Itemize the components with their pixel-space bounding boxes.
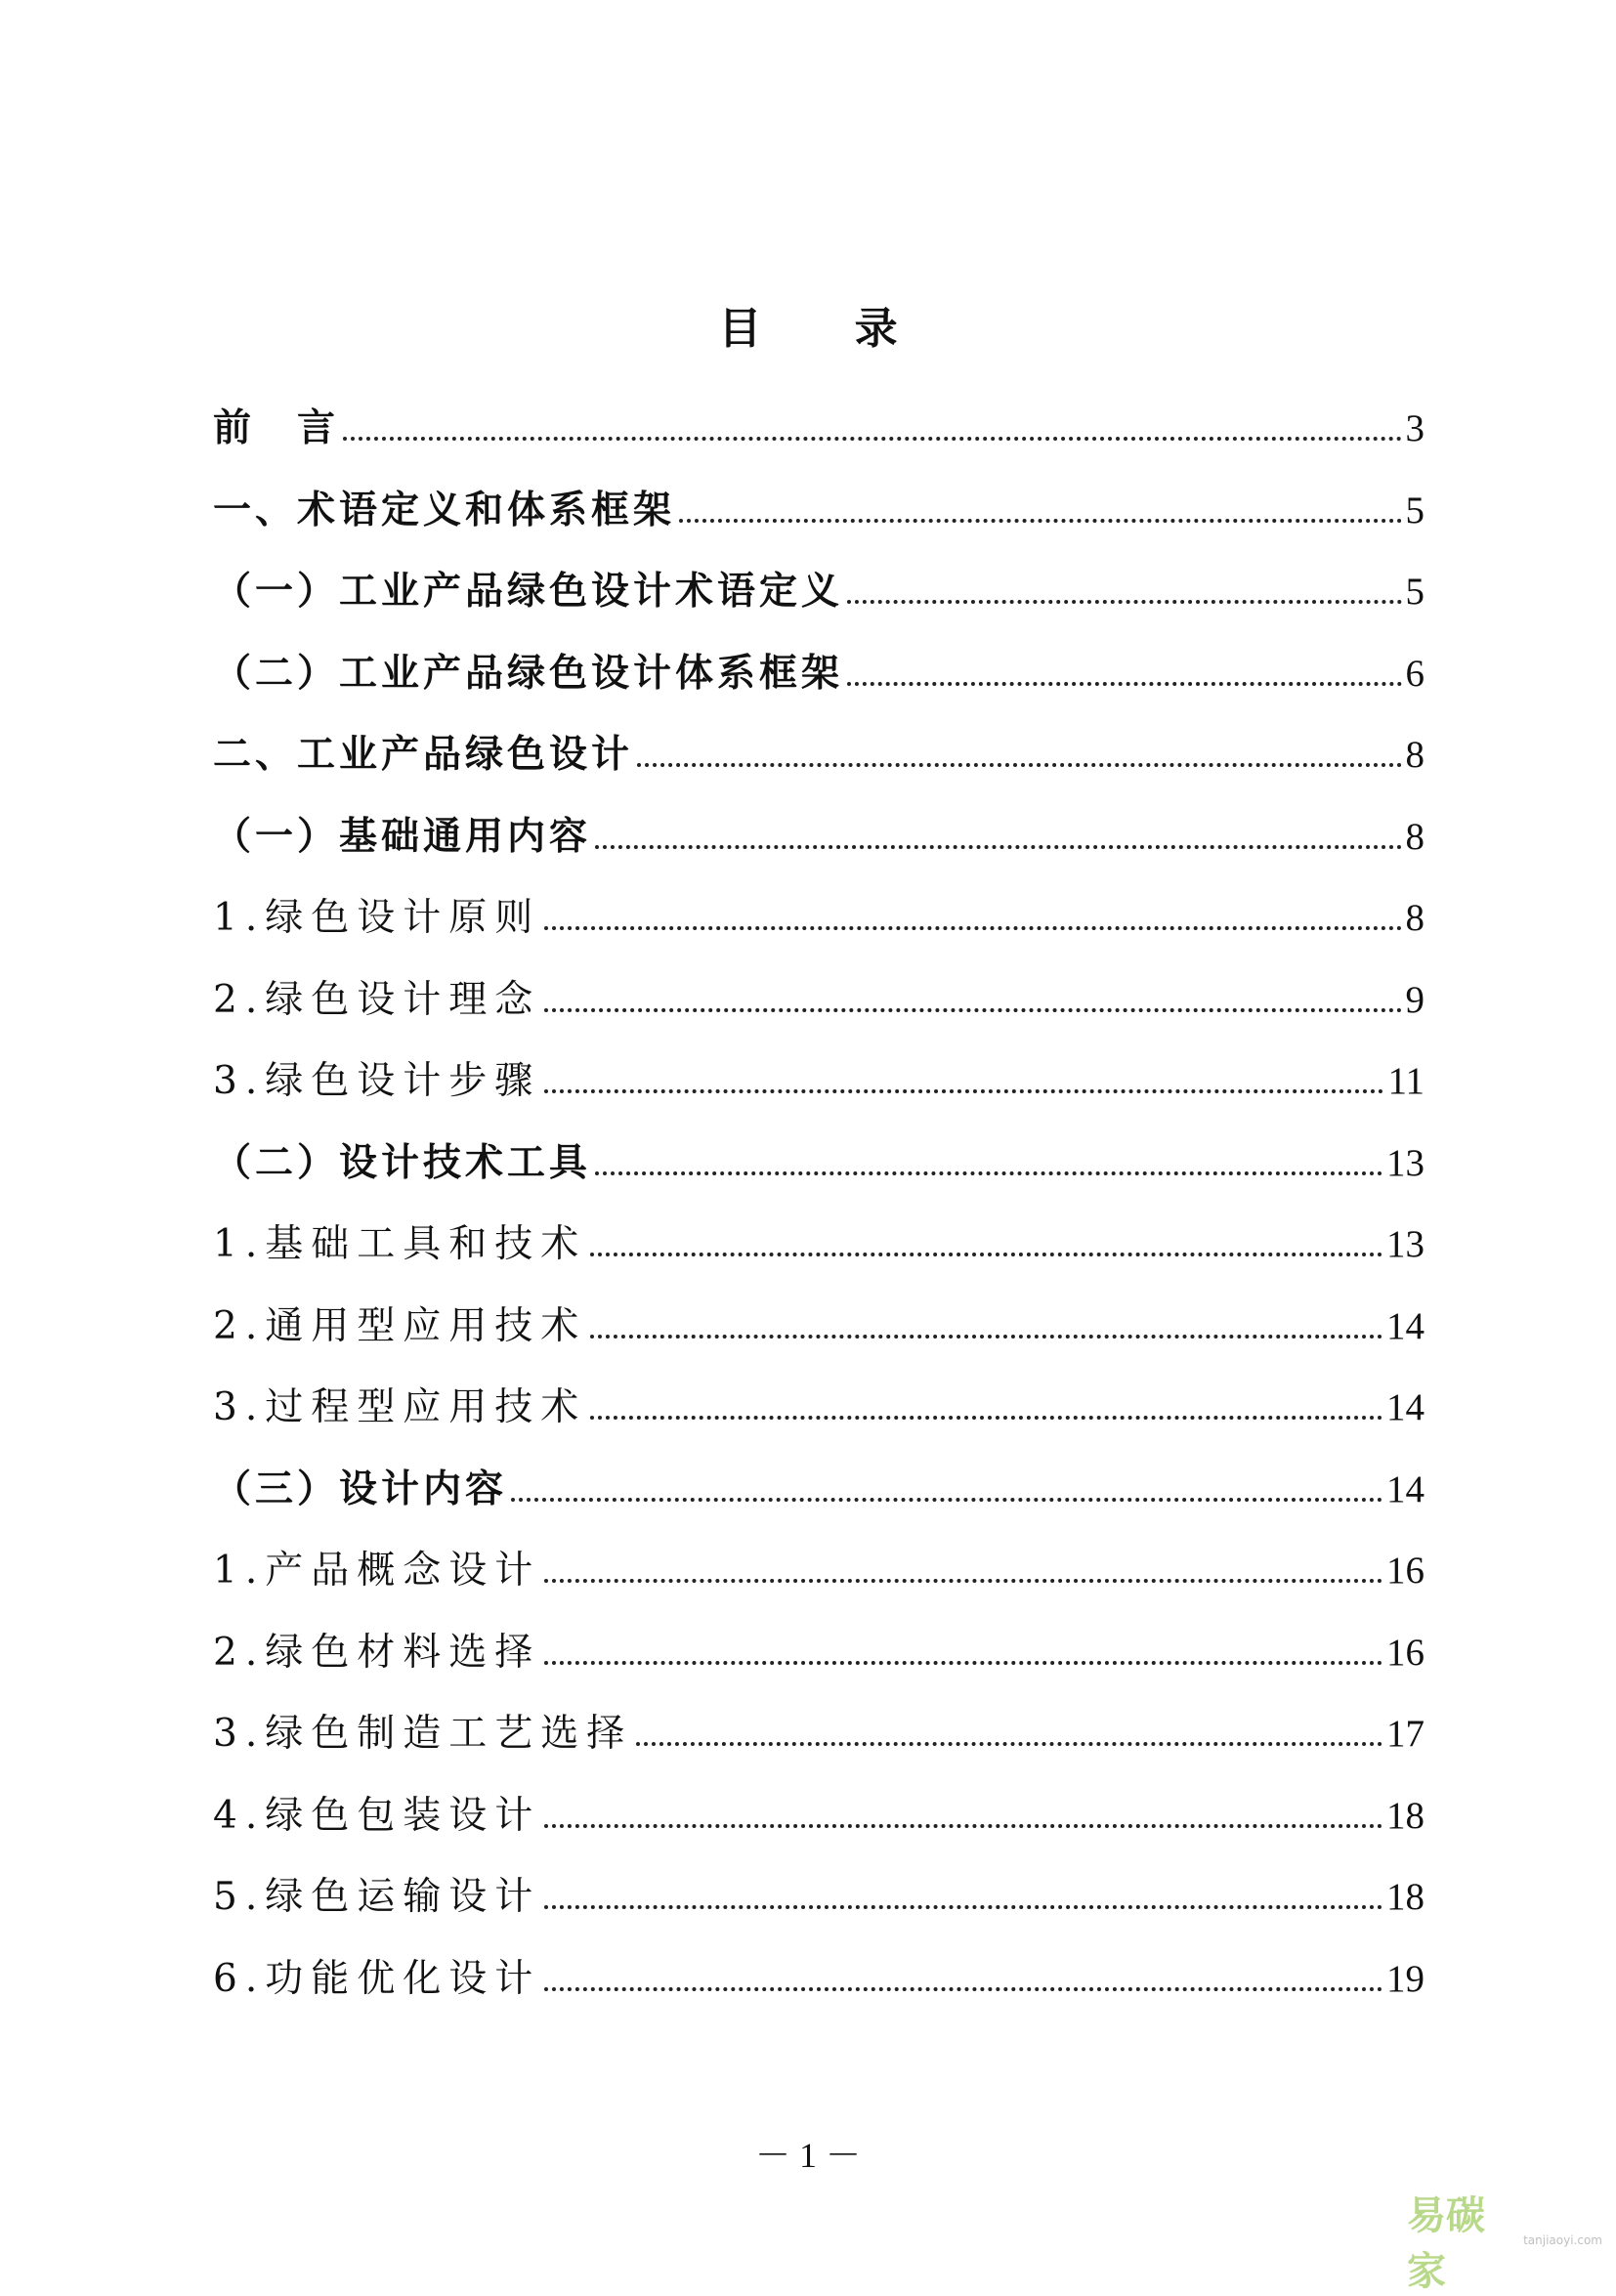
toc-entry[interactable] [213, 714, 1425, 796]
toc-entry-page: 17 [1386, 1713, 1425, 1755]
toc-entry-page: 14 [1386, 1467, 1425, 1510]
toc-entry-label: （三）设计内容 [213, 1466, 508, 1511]
dot-leader [590, 1253, 1382, 1256]
dot-leader [544, 1661, 1382, 1665]
toc-entry-label: 3.绿色设计步骤 [213, 1059, 541, 1103]
watermark-logo [1407, 2193, 1602, 2294]
toc-entry[interactable] [213, 633, 1425, 715]
watermark-subtext: tanjiaoyi.com [1523, 2233, 1602, 2247]
toc-entry[interactable] [213, 1204, 1425, 1286]
toc-entry[interactable] [213, 1449, 1425, 1531]
toc-entry-label: 2.绿色设计理念 [213, 977, 541, 1022]
toc-entry[interactable] [213, 1612, 1425, 1694]
toc-entry-page: 16 [1386, 1550, 1425, 1592]
toc-entry[interactable] [213, 551, 1425, 633]
toc-entry-page: 18 [1386, 1794, 1425, 1837]
dot-leader [544, 926, 1401, 930]
toc-entry-page: 13 [1386, 1223, 1425, 1265]
toc-entry-label: 4.绿色包装设计 [213, 1793, 541, 1838]
toc-entry-page: 14 [1386, 1386, 1425, 1428]
dot-leader [544, 1987, 1382, 1991]
toc-entry-page: 8 [1405, 734, 1425, 776]
toc-entry-page: 8 [1405, 815, 1425, 858]
toc-entry-page: 13 [1386, 1141, 1425, 1184]
dot-leader [544, 1905, 1382, 1909]
toc-entry-label: 二、工业产品绿色设计 [213, 732, 634, 777]
toc-entry-label: 2.通用型应用技术 [213, 1303, 587, 1348]
dot-leader [637, 763, 1401, 767]
toc-entry-label: （一）工业产品绿色设计术语定义 [213, 569, 844, 614]
toc-entry[interactable] [213, 1286, 1425, 1368]
toc-entry-page: 16 [1386, 1631, 1425, 1674]
toc-entry-page: 19 [1386, 1957, 1425, 2000]
toc-entry[interactable] [213, 1775, 1425, 1857]
dot-leader [636, 1742, 1382, 1746]
toc-entry-label: 6.功能优化设计 [213, 1956, 541, 2001]
toc-entry[interactable] [213, 796, 1425, 878]
page-title: 目 录 [718, 304, 937, 354]
dot-leader [544, 1089, 1383, 1093]
toc-entry-label: 1.绿色设计原则 [213, 896, 541, 940]
toc-entry[interactable] [213, 1367, 1425, 1449]
toc-entry-label: （二）设计技术工具 [213, 1139, 592, 1185]
dot-leader [511, 1498, 1382, 1502]
toc-entry-page: 9 [1405, 978, 1425, 1021]
toc-entry-label: 3.过程型应用技术 [213, 1385, 587, 1429]
dot-leader [544, 1008, 1401, 1012]
toc-entry[interactable] [213, 388, 1425, 470]
toc-entry-page: 5 [1405, 489, 1425, 531]
toc-entry-page: 6 [1405, 652, 1425, 695]
dot-leader [847, 682, 1401, 686]
toc-entry[interactable] [213, 1693, 1425, 1775]
toc-entry-label: 前 言 [213, 405, 340, 450]
toc-entry-page: 8 [1405, 897, 1425, 939]
table-of-contents [213, 388, 1425, 2020]
dot-leader [343, 437, 1401, 441]
toc-entry-label: 一、术语定义和体系框架 [213, 487, 676, 532]
toc-entry-label: 3.绿色制造工艺选择 [213, 1712, 633, 1756]
toc-entry-label: （一）基础通用内容 [213, 813, 592, 859]
watermark-text: 易碳家 [1407, 2193, 1485, 2294]
toc-entry-label: （二）工业产品绿色设计体系框架 [213, 650, 844, 696]
toc-entry[interactable] [213, 1123, 1425, 1205]
dot-leader [847, 600, 1401, 604]
toc-entry-page: 5 [1405, 571, 1425, 613]
toc-entry-label: 5.绿色运输设计 [213, 1875, 541, 1919]
toc-entry-page: 11 [1387, 1060, 1425, 1102]
toc-entry[interactable] [213, 1041, 1425, 1123]
toc-entry[interactable] [213, 1856, 1425, 1938]
dot-leader [590, 1335, 1382, 1339]
page-number-footer: － 1 － [754, 2136, 861, 2175]
toc-entry[interactable] [213, 959, 1425, 1042]
toc-entry-page: 3 [1405, 407, 1425, 449]
toc-entry[interactable] [213, 1938, 1425, 2020]
dot-leader [590, 1416, 1382, 1420]
toc-entry[interactable] [213, 1530, 1425, 1612]
dot-leader [679, 519, 1401, 523]
toc-entry[interactable] [213, 470, 1425, 552]
toc-entry-page: 18 [1386, 1876, 1425, 1918]
dot-leader [595, 1171, 1382, 1175]
toc-entry-label: 1.产品概念设计 [213, 1549, 541, 1593]
dot-leader [595, 845, 1401, 849]
toc-entry-page: 14 [1386, 1304, 1425, 1347]
toc-entry-label: 1.基础工具和技术 [213, 1222, 587, 1266]
dot-leader [544, 1579, 1382, 1583]
toc-entry[interactable] [213, 877, 1425, 959]
toc-entry-label: 2.绿色材料选择 [213, 1630, 541, 1675]
dot-leader [544, 1824, 1382, 1828]
